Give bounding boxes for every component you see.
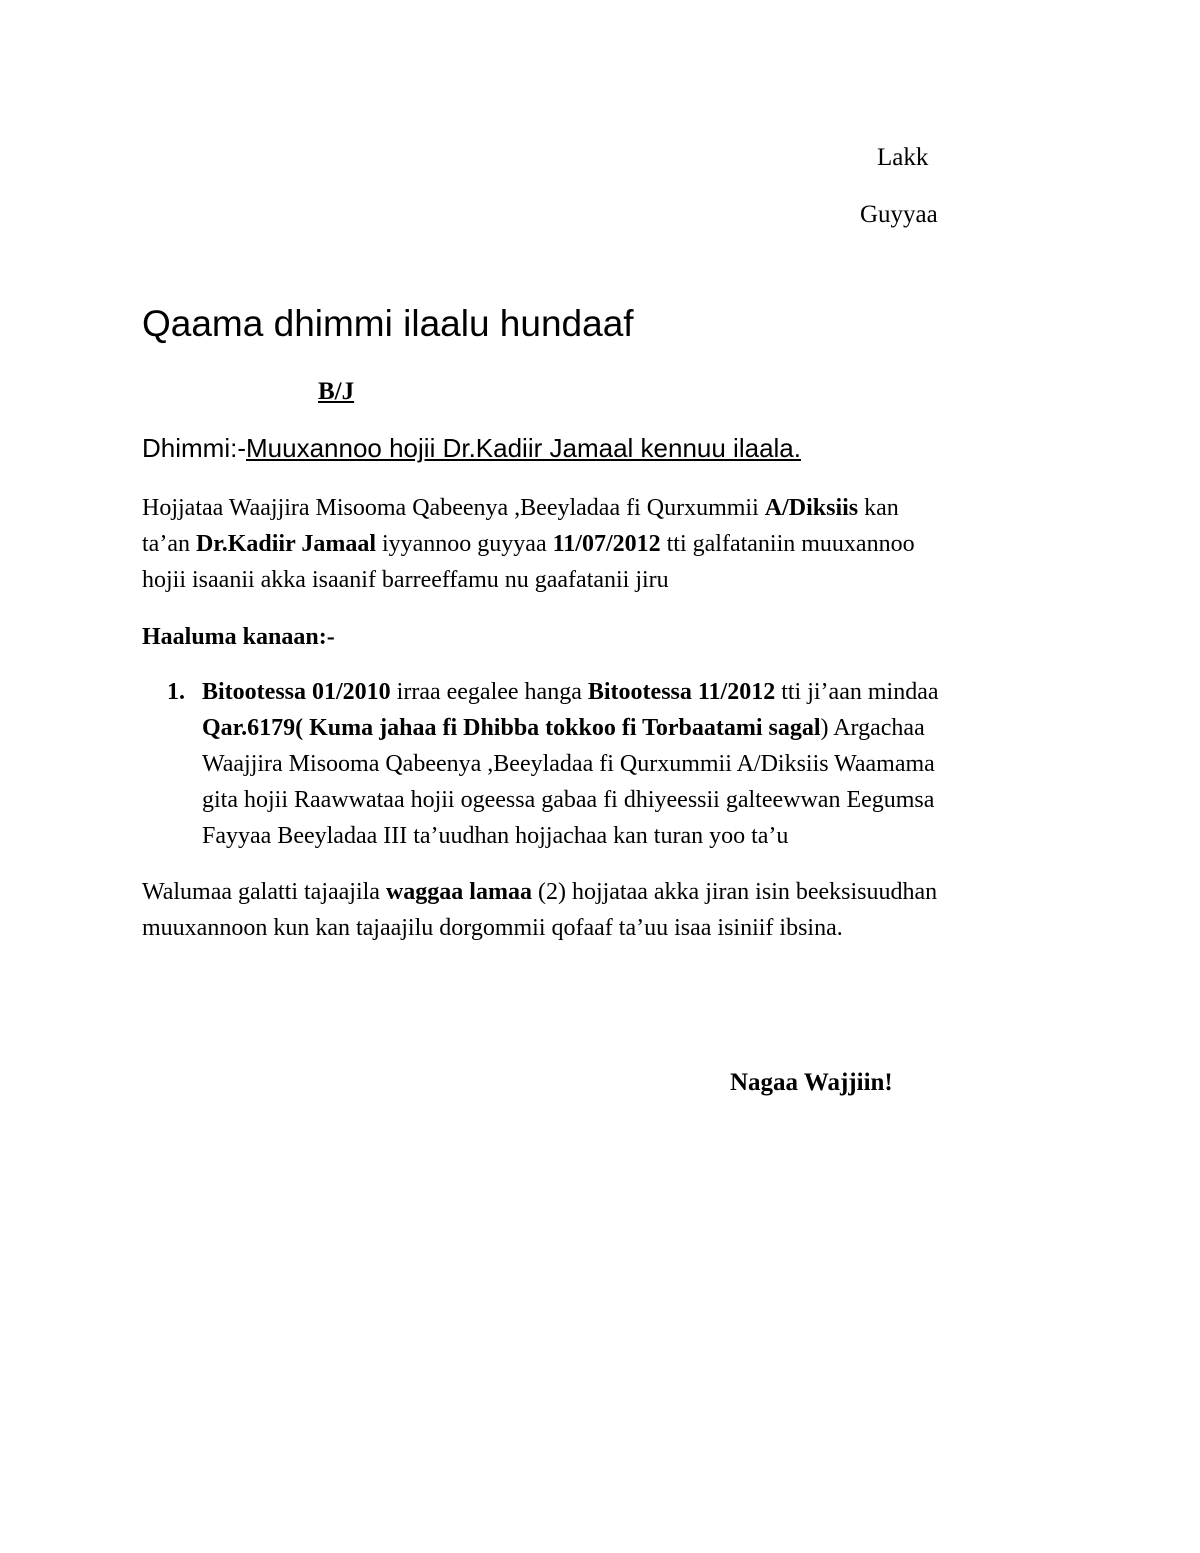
intro-text: iyyannoo guyyaa bbox=[375, 531, 553, 557]
list-item-line-2 bbox=[202, 710, 925, 746]
intro-location: A/Diksiis bbox=[764, 495, 859, 521]
intro-text: kan bbox=[858, 495, 899, 521]
intro-text: Hojjataa Waajjira Misooma Qabeenya ,Beeyladaa fi Qurxummii bbox=[142, 495, 765, 521]
list-text: ) Argachaa bbox=[820, 715, 925, 741]
closing-line-1 bbox=[142, 874, 937, 910]
list-item-line-1 bbox=[202, 674, 939, 710]
intro-text: ta’an bbox=[142, 531, 196, 557]
request-date: 11/07/2012 bbox=[552, 531, 661, 557]
subject-label: Dhimmi:- bbox=[142, 433, 246, 463]
bj-label: B/J bbox=[318, 378, 355, 405]
intro-text: tti galfataniin muuxannoo bbox=[660, 531, 915, 557]
list-number: 1. bbox=[167, 679, 185, 705]
start-date: Bitootessa 01/2010 bbox=[202, 679, 391, 705]
list-item-line-5: Fayyaa Beeyladaa III ta’uudhan hojjachaa kan turan yoo ta’u bbox=[202, 823, 789, 849]
list-text: tti ji’aan mindaa bbox=[775, 679, 939, 705]
subject-text: Muuxannoo hojii Dr.Kadiir Jamaal kennuu ilaala. bbox=[246, 433, 801, 463]
intro-line-1 bbox=[142, 490, 899, 526]
signoff: Nagaa Wajjiin! bbox=[730, 1069, 893, 1096]
subject-line bbox=[142, 432, 801, 464]
employee-name: Dr.Kadiir Jamaal bbox=[195, 531, 376, 557]
salary-amount: Qar.6179( Kuma jahaa fi Dhibba tokkoo fi Torbaatami sagal bbox=[202, 715, 821, 741]
list-text: irraa eegalee hanga bbox=[390, 679, 588, 705]
conditions-heading: Haaluma kanaan:- bbox=[142, 624, 335, 650]
list-item-line-3: Waajjira Misooma Qabeenya ,Beeyladaa fi Qurxummii A/Diksiis Waamama bbox=[202, 751, 935, 777]
closing-text: Walumaa galatti tajaajila bbox=[142, 879, 386, 905]
list-item-line-4: gita hojii Raawwataa hojii ogeessa gabaa fi dhiyeessii galteewwan Eegumsa bbox=[202, 787, 935, 813]
closing-text: (2) hojjataa akka jiran isin beeksisuudhan bbox=[531, 879, 938, 905]
date-label: Guyyaa bbox=[860, 201, 938, 228]
end-date: Bitootessa 11/2012 bbox=[587, 679, 776, 705]
intro-line-2 bbox=[142, 526, 915, 562]
service-duration: waggaa lamaa bbox=[385, 879, 532, 905]
intro-line-3: hojii isaanii akka isaanif barreeffamu nu gaafatanii jiru bbox=[142, 567, 669, 593]
closing-line-2: muuxannoon kun kan tajaajilu dorgommii qofaaf ta’uu isaa isiniif ibsina. bbox=[142, 915, 843, 941]
reference-number-label: Lakk bbox=[877, 144, 929, 171]
letter-title: Qaama dhimmi ilaalu hundaaf bbox=[142, 303, 634, 344]
